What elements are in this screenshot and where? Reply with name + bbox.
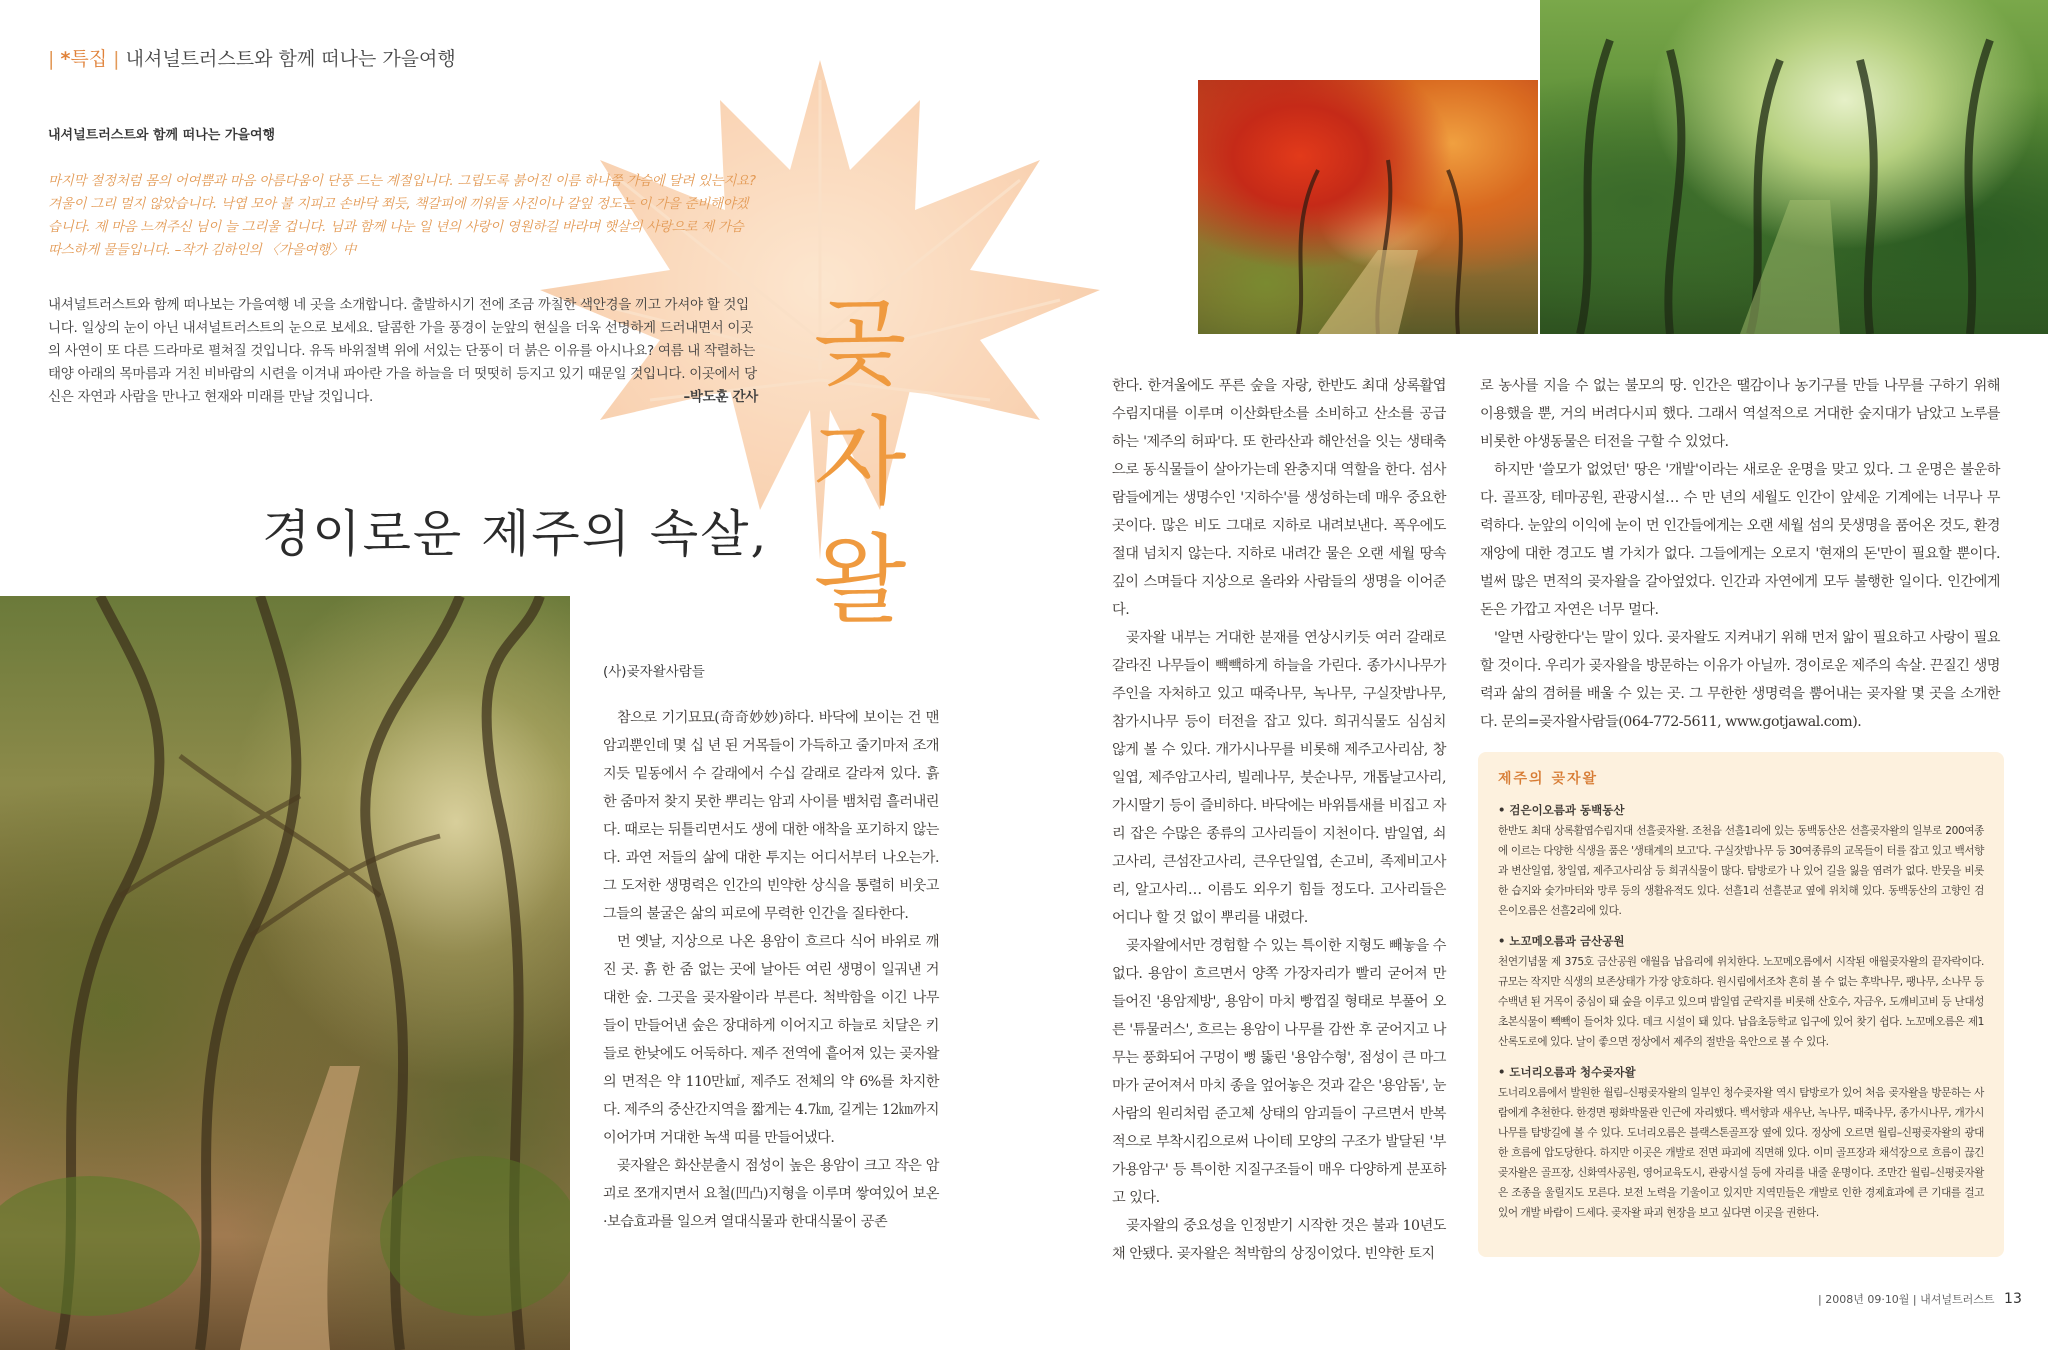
paragraph: 로 농사를 지을 수 없는 불모의 땅. 인간은 땔감이나 농기구를 만들 나무를 구하기 위해 이용했을 뿐, 거의 버려다시피 했다. 그래서 역설적으로 거대한 숲지대가 남았고 노루를 비롯한 야생동물은 터전을 구할 수 있었다.	[1480, 378, 2000, 450]
vertical-title-char: 왈	[813, 524, 907, 636]
sidebar-item-text: 도너리오름에서 발원한 월림–신평곶자왈의 일부인 청수곶자왈 역시 탐방로가 있어 처음 곶자왈을 방문하는 사람에게 추천한다. 한경면 평화박물관 인근에 자리했다. 백서향과 새우난, 녹나무, 때죽나무, 종가시나무, 개가시나무를 탐방길에 볼 수 있다. 도너리오름은 블랙스톤골프장 옆에 있다. 정상에 오르면 월림–신평곶자왈의 광대한 흐름에 압도당한다. 하지만 이곳은 개발로 전면 파괴에 직면해 있다. 이미 골프장과 채석장으로 흐름이 끊긴 곶자왈은 골프장, 신화역사공원, 영어교육도시, 관광시설 등에 자리를 내줄 운명이다. 조만간 월림–신평곶자왈은 조종을 울릴지도 모른다. 보전 노력을 기울이고 있지만 지역민들은 개발로 인한 경제효과에 큰 기대를 걸고 있어 개발 바람이 드세다. 곶자왈 파괴 현장을 보고 싶다면 이곳을 권한다.	[1498, 1087, 1984, 1219]
article-column-2	[1112, 372, 1446, 1268]
forest-path-photo	[0, 596, 570, 1350]
intro-signature: –박도훈 간사	[683, 389, 758, 405]
page-number: 13	[2004, 1291, 2022, 1307]
star-icon: *	[60, 48, 71, 70]
article-subtitle: 경이로운 제주의 속살,	[262, 505, 769, 563]
paragraph: 곶자왈은 화산분출시 점성이 높은 용암이 크고 작은 암괴로 쪼개지면서 요철(凹凸)지형을 이루며 쌓여있어 보온·보습효과를 일으켜 열대식물과 한대식물이 공존	[603, 1158, 939, 1230]
header-bar: |	[48, 48, 55, 70]
sidebar-box	[1478, 752, 2004, 1257]
sidebar-item-heading: • 노꼬메오름과 금산공원	[1498, 934, 1625, 948]
footer-issue: | 2008년 09·10월 | 내셔널트러스트	[1818, 1293, 1995, 1306]
green-forest-photo	[1540, 0, 2048, 334]
paragraph: 곶자왈의 중요성을 인정받기 시작한 것은 불과 10년도 채 안됐다. 곶자왈은 척박함의 상징이었다. 빈약한 토지	[1112, 1218, 1446, 1262]
vertical-title-char: 곶	[813, 288, 907, 400]
sidebar-item-text: 한반도 최대 상록활엽수림지대 선흘곶자왈. 조천읍 선흘1리에 있는 동백동산은 선흘곶자왈의 일부로 200여종에 이르는 다양한 식생을 품은 '생태계의 보고'다. 구실잣밤나무 등 30여종류의 교목들이 터를 잡고 있고 백서향과 변산일엽, 창일엽, 제주고사리삼 등 희귀식물이 많다. 탐방로가 나 있어 길을 잃을 염려가 없다. 반뭇을 비롯한 습지와 숯가마터와 망루 등의 생활유적도 있다. 선흘1리 선흘분교 옆에 위치해 있다. 동백동산의 고향인 검은이오름은 선흘2리에 있다.	[1498, 825, 1984, 917]
header-bar: |	[113, 48, 120, 70]
vertical-title-char: 자	[813, 406, 907, 518]
paragraph: 곶자왈에서만 경험할 수 있는 특이한 지형도 빼놓을 수 없다. 용암이 흐르면서 양쪽 가장자리가 빨리 굳어져 만들어진 '용암제방', 용암이 마치 빵껍질 형태로 부풀어 오른 '튜물러스', 흐르는 용암이 나무를 감싼 후 굳어지고 나무는 풍화되어 구멍이 뻥 뚫린 '용암수형', 점성이 큰 마그마가 굳어져서 마치 종을 엎어놓은 것과 같은 '용암돔', 눈사람의 원리처럼 준고체 상태의 암괴들이 구르면서 반복적으로 부착시킴으로써 나이테 모양의 구조가 발달된 '부가용암구' 등 특이한 지질구조들이 매우 다양하게 분포하고 있다.	[1112, 938, 1446, 1206]
sidebar-item-heading: • 도너리오름과 청수곶자왈	[1498, 1065, 1636, 1079]
header-tag: 특집	[70, 48, 108, 70]
paragraph: 참으로 기기묘묘(奇奇妙妙)하다. 바닥에 보이는 건 맨 암괴뿐인데 몇 십 년 된 거목들이 가득하고 줄기마저 조개지듯 밑동에서 수 갈래에서 수십 갈래로 갈라져 있다. 흙 한 줌마저 찾지 못한 뿌리는 암괴 사이를 뱀처럼 흘러내린다. 때로는 뒤틀리면서도 생에 대한 애착을 포기하지 않는다. 과연 저들의 삶에 대한 투지는 어디서부터 나오는가. 그 도저한 생명력은 인간의 빈약한 상식을 통렬히 비웃고 그들의 불굴은 삶의 피로에 무력한 인간을 질타한다.	[603, 710, 939, 922]
article-column-1	[603, 704, 939, 1236]
sidebar-item-text: 천연기념물 제 375호 금산공원 애월읍 납읍리에 위치한다. 노꼬메오름에서 시작된 애월곶자왈의 끝자락이다. 규모는 작지만 식생의 보존상태가 가장 양호하다. 원시림에서조차 흔히 볼 수 없는 후박나무, 팽나무, 소나무 등 수백년 된 거목이 중심이 돼 숲을 이루고 있으며 밤일엽 군락지를 비롯해 산호수, 자금우, 도깨비고비 등 난대성 초본식물이 빽빽이 들어차 있다. 데크 시설이 돼 있다. 납읍초등학교 입구에 있어 찾기 쉽다. 노꼬메오름은 제1산록도로에 있다. 날이 좋으면 정상에서 제주의 절반을 육안으로 볼 수 있다.	[1498, 956, 1984, 1048]
paragraph: '알면 사랑한다'는 말이 있다. 곶자왈도 지켜내기 위해 먼저 앎이 필요하고 사랑이 필요할 것이다. 우리가 곶자왈을 방문하는 이유가 아닐까. 경이로운 제주의 속살. 끈질긴 생명력과 삶의 겸허를 배울 수 있는 곳. 그 무한한 생명력을 뿜어내는 곶자왈 몇 곳을 소개한다. 문의=곶자왈사람들(064-772-5611, www.gotjawal.com).	[1480, 630, 2000, 730]
article-column-3	[1480, 372, 2000, 736]
sidebar-item	[1498, 933, 1984, 1052]
intro-body-text: 내셔널트러스트와 함께 떠나보는 가을여행 네 곳을 소개합니다. 출발하시기 전에 조금 까칠한 색안경을 끼고 가셔야 할 것입니다. 일상의 눈이 아닌 내셔널트러스트의 눈으로 보세요. 달콤한 가을 풍경이 눈앞의 현실을 더욱 선명하게 드러내면서 이곳의 사연이 또 다른 드라마로 펼쳐질 것입니다. 유독 바위절벽 위에 서있는 단풍이 더 붉은 이유를 아시나요? 여름 내 작렬하는 태양 아래의 목마름과 거친 비바람의 시련을 이겨내 파아란 가을 하늘을 더 떳떳히 등지고 있기 때문일 것입니다. 이곳에서 당신은 자연과 사람을 만나고 현재와 미래를 만날 것입니다.	[48, 297, 757, 405]
intro-body	[48, 294, 758, 409]
autumn-maple-photo	[1198, 80, 1538, 334]
paragraph: 먼 옛날, 지상으로 나온 용암이 흐르다 식어 바위로 깨진 곳. 흙 한 줌 없는 곳에 날아든 여린 생명이 일궈낸 거대한 숲. 그곳을 곶자왈이라 부른다. 척박함을 이긴 나무들이 만들어낸 숲은 장대하게 이어지고 하늘로 치달은 키들로 한낮에도 어둑하다. 제주 전역에 흩어져 있는 곶자왈의 면적은 약 110만㎢, 제주도 전체의 약 6%를 차지한다. 제주의 중산간지역을 짧게는 4.7㎞, 길게는 12㎞까지 이어가며 거대한 녹색 띠를 만들어냈다.	[603, 934, 939, 1146]
sidebar-item	[1498, 802, 1984, 921]
sidebar-item	[1498, 1064, 1984, 1223]
paragraph: 한다. 한겨울에도 푸른 숲을 자랑, 한반도 최대 상록활엽수림지대를 이루며 이산화탄소를 소비하고 산소를 공급하는 '제주의 허파'다. 또 한라산과 해안선을 잇는 생태축으로 동식물들이 살아가는데 완충지대 역할을 한다. 섬사람들에게는 생명수인 '지하수'를 생성하는데 매우 중요한 곳이다. 많은 비도 그대로 지하로 내려보낸다. 폭우에도 절대 넘치지 않는다. 지하로 내려간 물은 오랜 세월 땅속 깊이 스며들다 지상으로 올라와 사람들의 생명을 이어준다.	[1112, 378, 1446, 618]
page-footer	[1818, 1291, 2022, 1307]
intro-poem: 마지막 절정처럼 몸의 어여쁨과 마음 아름다움이 단풍 드는 계절입니다. 그립도록 붉어진 이름 하나쯤 가슴에 달려 있는지요? 겨울이 그리 멀지 않았습니다. 낙엽 모아 불 지피고 손바닥 쬐듯, 책갈피에 끼워둘 사진이나 갈잎 정도는 이 가을 준비해야겠습니다. 제 마음 느껴주신 님이 늘 그리울 겁니다. 님과 함께 나눈 일 년의 사랑이 영원하길 바라며 햇살의 사랑으로 제 가슴 따스하게 물들입니다. –작가 김하인의 〈가을여행〉中	[48, 173, 756, 258]
section-header	[48, 44, 456, 71]
intro-title: 내셔널트러스트와 함께 떠나는 가을여행	[48, 128, 276, 143]
paragraph: 하지만 '쓸모가 없었던' 땅은 '개발'이라는 새로운 운명을 맞고 있다. 그 운명은 불운하다. 골프장, 테마공원, 관광시설… 수 만 년의 세월도 인간이 앞세운 기계에는 너무나 무력하다. 눈앞의 이익에 눈이 먼 인간들에게는 오랜 세월 섬의 뭇생명을 품어온 것도, 환경재앙에 대한 경고도 별 가치가 없다. 그들에게는 오로지 '현재의 돈'만이 필요할 뿐이다. 벌써 많은 면적의 곶자왈을 갈아엎었다. 인간과 자연에게 모두 불행한 일이다. 인간에게 돈은 가깝고 자연은 너무 멀다.	[1480, 462, 2000, 618]
paragraph: 곶자왈 내부는 거대한 분재를 연상시키듯 여러 갈래로 갈라진 나무들이 빽빽하게 하늘을 가린다. 종가시나무가 주인을 자처하고 있고 때죽나무, 녹나무, 구실잣밤나무, 참가시나무 등이 터전을 잡고 있다. 희귀식물도 심심치 않게 볼 수 있다. 개가시나무를 비롯해 제주고사리삼, 창일엽, 제주암고사리, 빌레나무, 붓순나무, 개톱날고사리, 가시딸기 등이 즐비하다. 바닥에는 바위틈새를 비집고 자리 잡은 수많은 종류의 고사리들이 지천이다. 밤일엽, 쇠고사리, 큰섬잔고사리, 큰우단일엽, 손고비, 족제비고사리, 알고사리… 이름도 외우기 힘들 정도다. 고사리들은 어디나 할 것 없이 뿌리를 내렸다.	[1112, 630, 1446, 926]
header-title: 내셔널트러스트와 함께 떠나는 가을여행	[125, 48, 456, 70]
sidebar-item-heading: • 검은이오름과 동백동산	[1498, 803, 1625, 817]
author-byline: (사)곶자왈사람들	[603, 664, 705, 680]
sidebar-title: 제주의 곶자왈	[1498, 771, 1599, 787]
vertical-title	[800, 285, 920, 639]
